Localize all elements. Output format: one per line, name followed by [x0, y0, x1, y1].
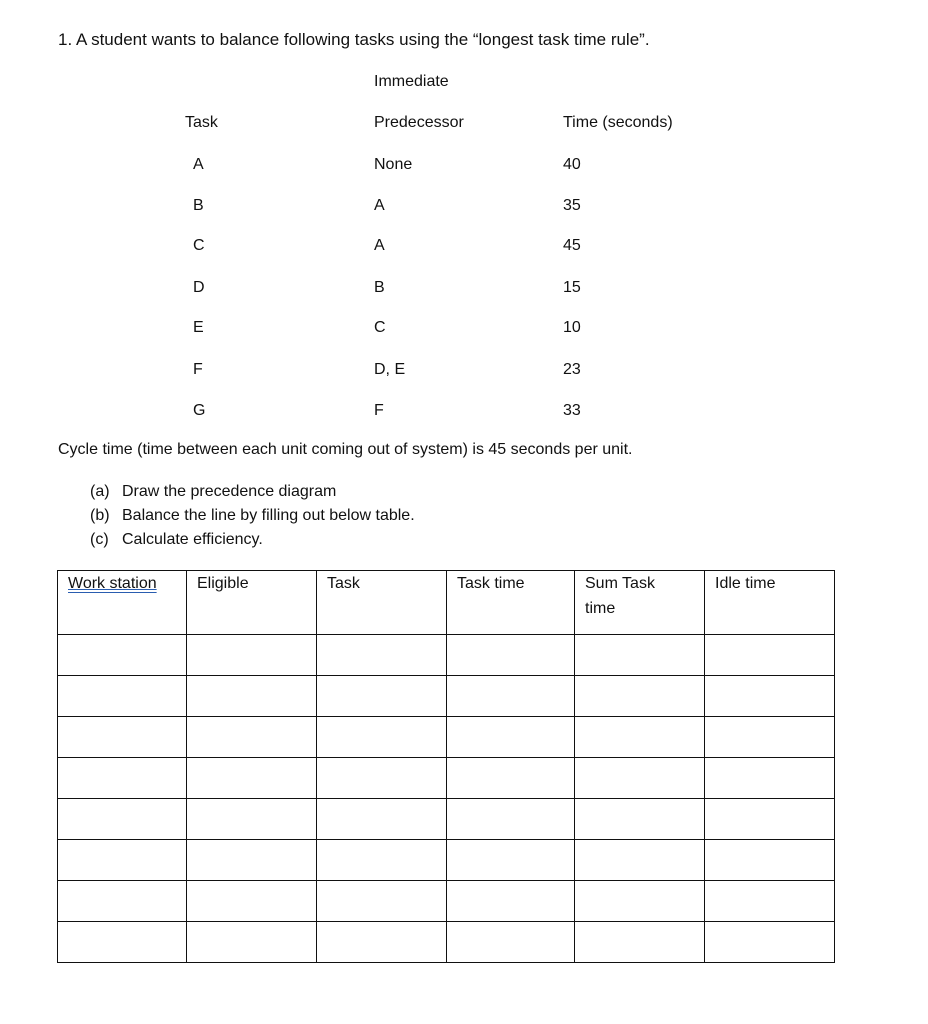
time-cell: 33 [563, 402, 581, 419]
predecessor-cell: None [374, 156, 413, 173]
header-task: Task [317, 571, 447, 635]
header-task-time: Task time [447, 571, 575, 635]
question-item [90, 483, 336, 501]
question-item [90, 531, 263, 549]
question-text: Balance the line by filling out below table. [122, 507, 415, 524]
sum-task-line2: time [585, 600, 616, 617]
table-cell[interactable] [575, 676, 705, 717]
table-cell[interactable] [187, 881, 317, 922]
question-text: Draw the precedence diagram [122, 483, 337, 500]
table-cell[interactable] [447, 799, 575, 840]
table-cell[interactable] [447, 881, 575, 922]
sum-task-line1: Sum Task [585, 575, 655, 592]
table-cell[interactable] [317, 717, 447, 758]
table-cell[interactable] [317, 758, 447, 799]
table-cell[interactable] [575, 758, 705, 799]
table-cell[interactable] [575, 922, 705, 963]
predecessor-cell: A [374, 237, 385, 254]
question-label: (a) [90, 483, 110, 500]
table-row [58, 758, 835, 799]
header-work-station [58, 571, 187, 635]
table-cell[interactable] [58, 922, 187, 963]
table-cell[interactable] [187, 635, 317, 676]
table-header-row [58, 571, 835, 635]
table-cell[interactable] [187, 717, 317, 758]
task-cell: E [193, 319, 204, 336]
table-cell[interactable] [447, 717, 575, 758]
problem-title: 1. A student wants to balance following tasks using the “longest task time rule”. [58, 30, 650, 49]
task-cell: D [193, 279, 205, 296]
predecessor-cell: C [374, 319, 386, 336]
table-cell[interactable] [58, 840, 187, 881]
table-row [58, 676, 835, 717]
table-cell[interactable] [187, 758, 317, 799]
task-cell: G [193, 402, 206, 419]
question-label: (c) [90, 531, 109, 548]
predecessor-header-line1: Immediate [374, 73, 449, 90]
question-item [90, 507, 415, 525]
table-cell[interactable] [317, 840, 447, 881]
predecessor-cell: F [374, 402, 384, 419]
table-cell[interactable] [317, 635, 447, 676]
time-cell: 10 [563, 319, 581, 336]
table-cell[interactable] [317, 799, 447, 840]
table-row [58, 840, 835, 881]
table-cell[interactable] [705, 881, 835, 922]
table-cell[interactable] [58, 635, 187, 676]
table-cell[interactable] [187, 922, 317, 963]
table-cell[interactable] [705, 758, 835, 799]
time-header: Time (seconds) [563, 114, 673, 131]
header-sum-task-time [575, 571, 705, 635]
table-cell[interactable] [575, 840, 705, 881]
time-cell: 40 [563, 156, 581, 173]
table-cell[interactable] [705, 799, 835, 840]
table-cell[interactable] [575, 881, 705, 922]
table-cell[interactable] [575, 717, 705, 758]
time-cell: 45 [563, 237, 581, 254]
table-row [58, 717, 835, 758]
table-cell[interactable] [705, 635, 835, 676]
work-station-label: Work station [68, 575, 157, 592]
task-cell: C [193, 237, 205, 254]
table-row [58, 635, 835, 676]
predecessor-cell: A [374, 197, 385, 214]
table-row [58, 922, 835, 963]
table-cell[interactable] [447, 922, 575, 963]
table-row [58, 881, 835, 922]
table-cell[interactable] [317, 881, 447, 922]
table-cell[interactable] [705, 717, 835, 758]
time-cell: 35 [563, 197, 581, 214]
workstation-table [57, 570, 835, 963]
table-cell[interactable] [58, 799, 187, 840]
cycle-time-statement: Cycle time (time between each unit coming out of system) is 45 seconds per unit. [58, 441, 633, 458]
task-header: Task [185, 114, 218, 131]
table-cell[interactable] [447, 840, 575, 881]
table-cell[interactable] [58, 758, 187, 799]
table-cell[interactable] [447, 676, 575, 717]
predecessor-cell: B [374, 279, 385, 296]
time-cell: 15 [563, 279, 581, 296]
table-cell[interactable] [187, 840, 317, 881]
question-label: (b) [90, 507, 110, 524]
table-cell[interactable] [705, 676, 835, 717]
table-cell[interactable] [575, 635, 705, 676]
table-cell[interactable] [187, 676, 317, 717]
table-cell[interactable] [575, 799, 705, 840]
header-eligible: Eligible [187, 571, 317, 635]
table-cell[interactable] [317, 922, 447, 963]
table-cell[interactable] [705, 840, 835, 881]
question-text: Calculate efficiency. [122, 531, 263, 548]
predecessor-cell: D, E [374, 361, 406, 378]
task-cell: B [193, 197, 204, 214]
predecessor-header-line2: Predecessor [374, 114, 464, 131]
table-cell[interactable] [447, 635, 575, 676]
table-cell[interactable] [187, 799, 317, 840]
table-cell[interactable] [705, 922, 835, 963]
table-row [58, 799, 835, 840]
table-cell[interactable] [58, 881, 187, 922]
time-cell: 23 [563, 361, 581, 378]
task-cell: A [193, 156, 204, 173]
table-cell[interactable] [317, 676, 447, 717]
header-idle-time: Idle time [705, 571, 835, 635]
task-cell: F [193, 361, 203, 378]
table-cell[interactable] [447, 758, 575, 799]
table-cell[interactable] [58, 717, 187, 758]
table-cell[interactable] [58, 676, 187, 717]
